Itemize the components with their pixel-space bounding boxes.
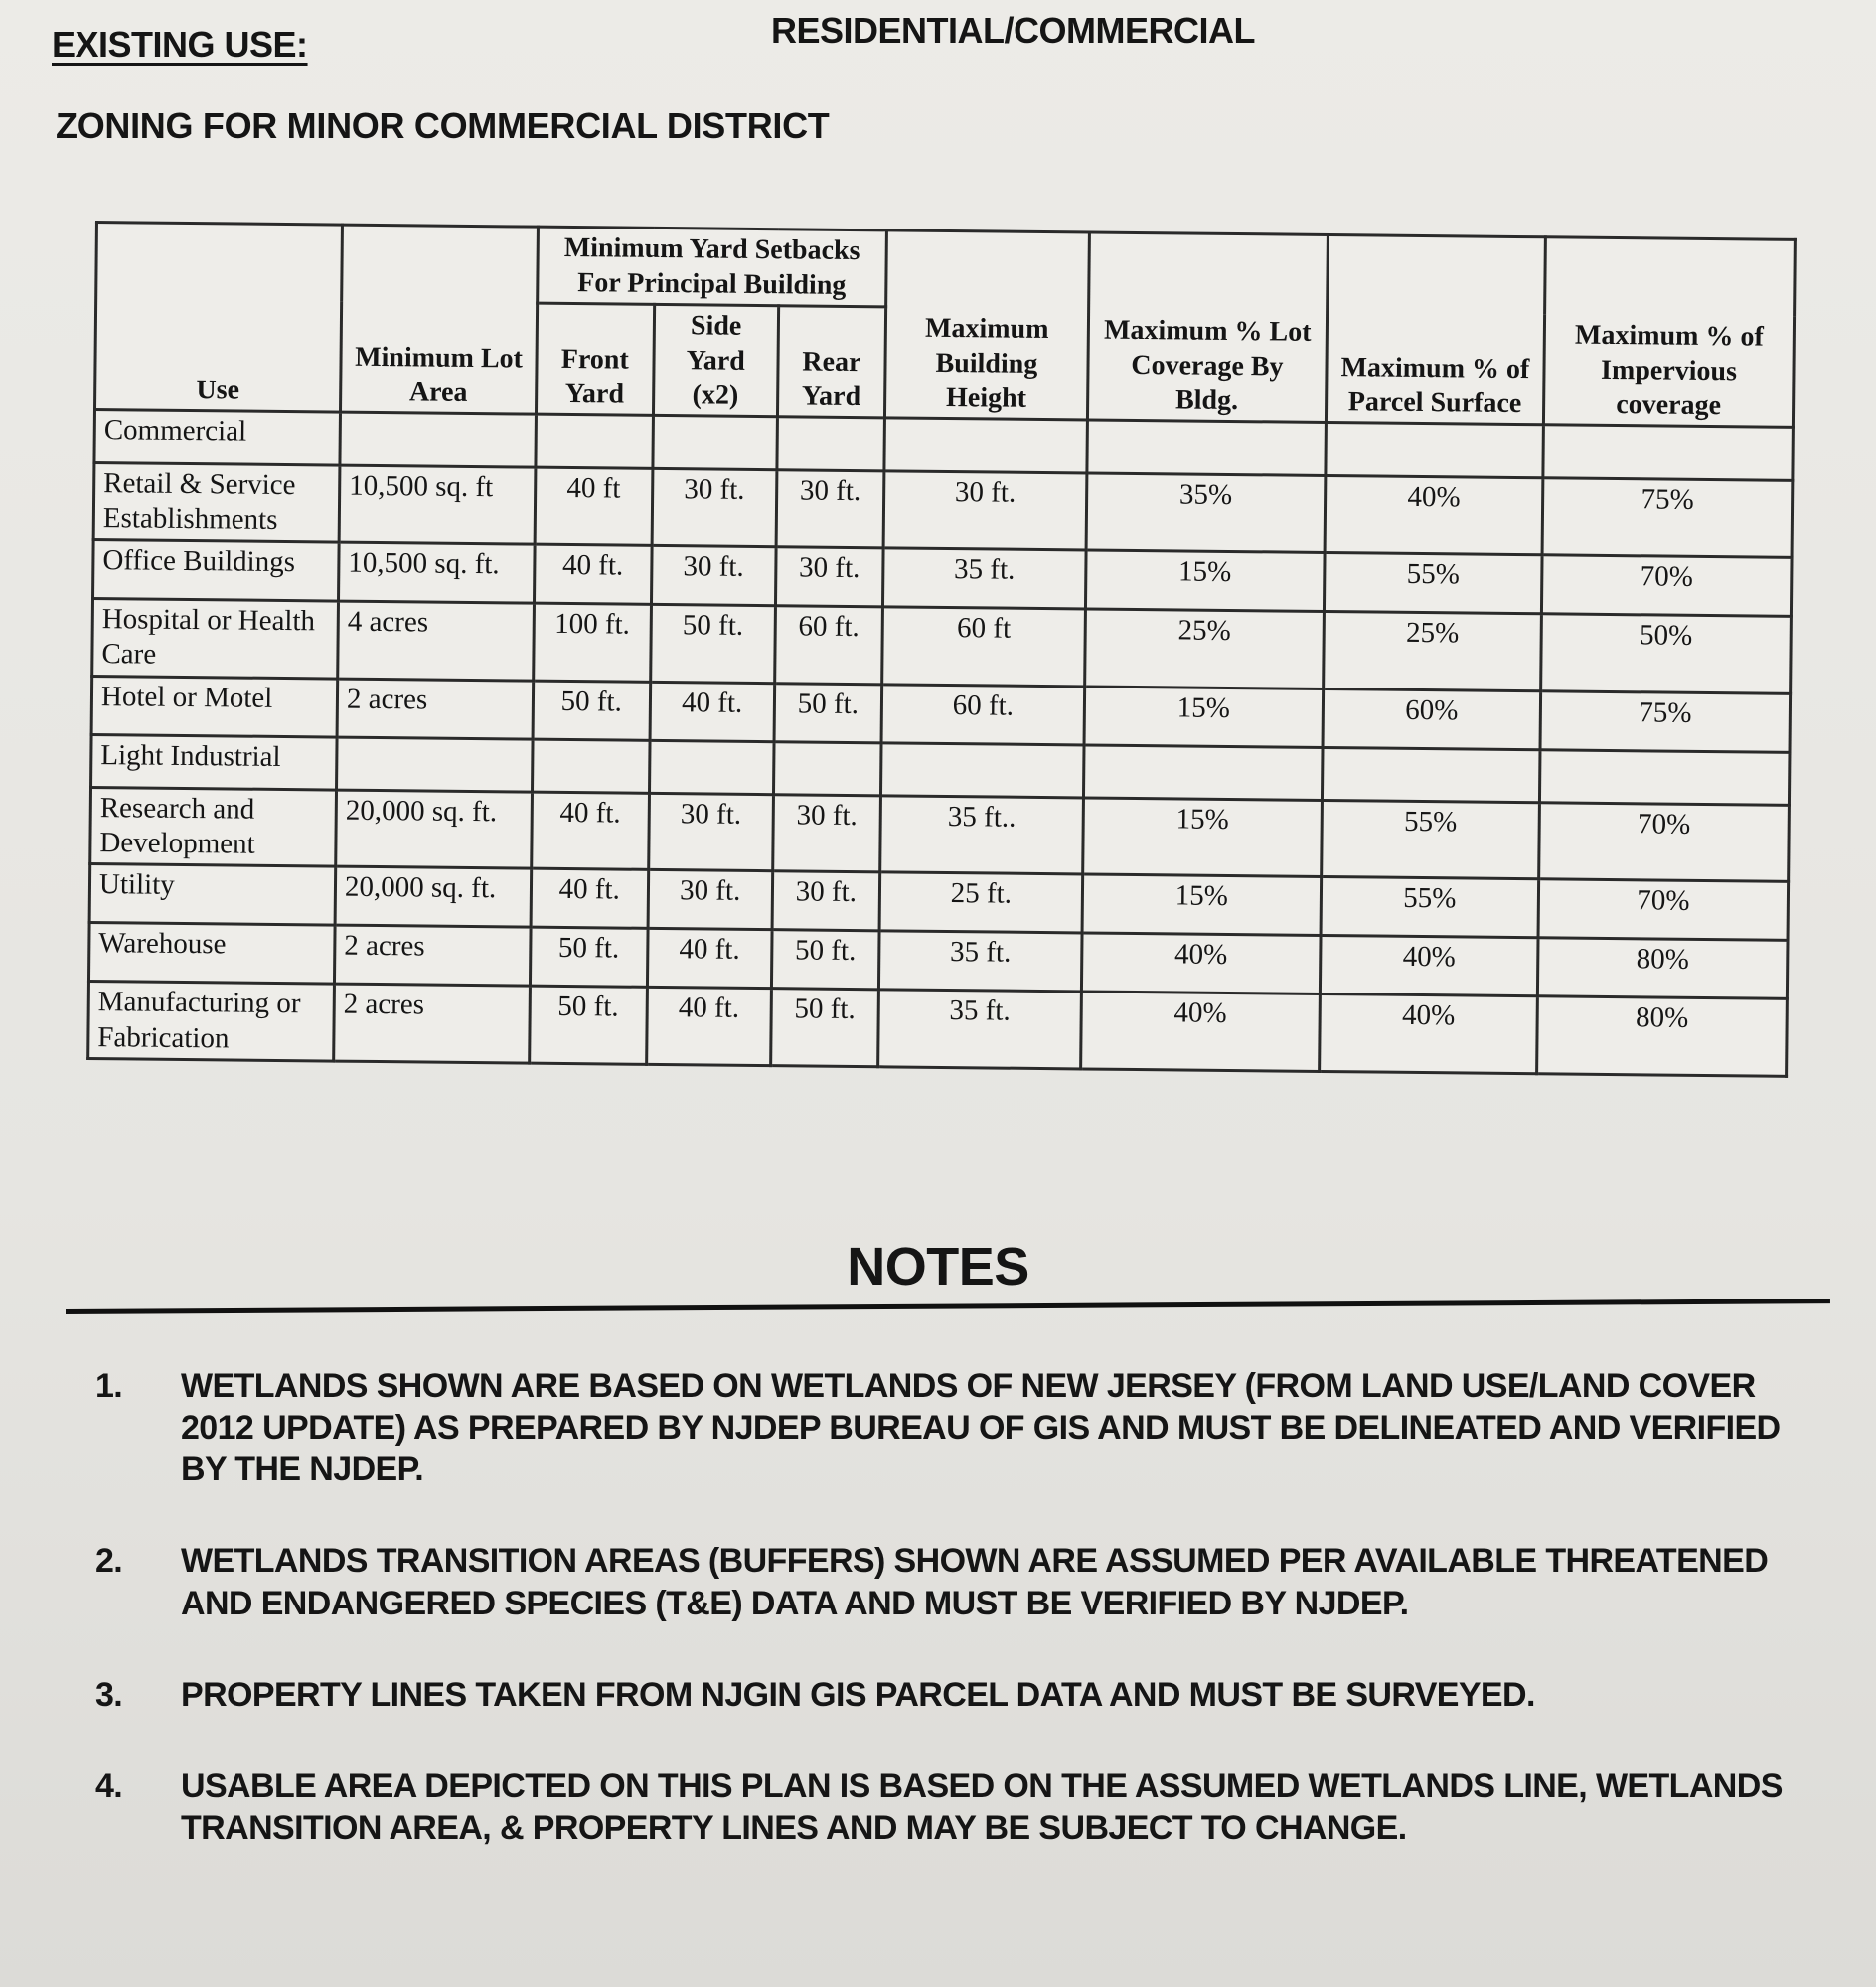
cell-side-yard: 50 ft. — [650, 604, 775, 683]
cell-max-height: 60 ft — [881, 607, 1085, 687]
cell-max-lot-coverage: 35% — [1086, 473, 1326, 552]
cell-rear-yard: 60 ft. — [775, 605, 883, 684]
cell-max-parcel-surface: 25% — [1323, 611, 1541, 690]
cell-max-impervious — [1543, 425, 1794, 481]
cell-max-impervious: 70% — [1539, 802, 1790, 881]
cell-rear-yard: 50 ft. — [771, 930, 879, 990]
cell-min-lot-area: 20,000 sq. ft. — [336, 790, 533, 869]
cell-max-parcel-surface: 55% — [1321, 800, 1539, 879]
cell-min-lot-area: 2 acres — [337, 679, 534, 739]
cell-min-lot-area: 2 acres — [334, 984, 531, 1063]
header-use: Use — [95, 223, 343, 413]
cell-max-parcel-surface: 55% — [1321, 877, 1539, 938]
cell-max-parcel-surface: 55% — [1324, 552, 1542, 613]
header-row-top — [96, 223, 1796, 317]
header-max-height: Maximum Building Height — [884, 230, 1089, 420]
note-number: 3. — [95, 1675, 123, 1714]
cell-max-height: 30 ft. — [883, 471, 1087, 550]
header-setbacks-group: Minimum Yard Setbacks For Principal Building — [538, 227, 887, 307]
cell-max-parcel-surface: 40% — [1325, 475, 1543, 554]
cell-max-lot-coverage: 40% — [1081, 933, 1321, 994]
cell-rear-yard — [773, 741, 880, 795]
note-text: USABLE AREA DEPICTED ON THIS PLAN IS BASED ON THE ASSUMED WETLANDS LINE, WETLANDS TRANSITION AREA, & PROPERTY LINES AND MAY BE SUBJECT TO CHANGE. — [181, 1766, 1783, 1848]
note-number: 4. — [95, 1766, 123, 1805]
note-item — [95, 1674, 1824, 1716]
cell-max-lot-coverage: 15% — [1082, 874, 1322, 936]
cell-max-height: 35 ft.. — [880, 795, 1084, 874]
cell-rear-yard: 30 ft. — [776, 470, 884, 548]
cell-side-yard: 30 ft. — [652, 468, 777, 546]
cell-max-lot-coverage — [1083, 744, 1322, 800]
cell-front-yard: 50 ft. — [530, 986, 647, 1064]
cell-rear-yard: 30 ft. — [775, 546, 883, 606]
cell-max-height — [884, 418, 1088, 473]
header-front-yard: Front Yard — [536, 303, 654, 415]
note-item — [95, 1365, 1824, 1490]
note-item — [95, 1765, 1824, 1849]
zoning-title: ZONING FOR MINOR COMMERCIAL DISTRICT — [56, 105, 830, 146]
cell-min-lot-area: 4 acres — [338, 601, 535, 681]
cell-max-lot-coverage: 25% — [1085, 609, 1325, 688]
cell-use: Office Buildings — [93, 539, 340, 601]
cell-front-yard — [533, 739, 650, 793]
header-max-lot-coverage: Maximum % Lot Coverage By Bldg. — [1087, 232, 1328, 423]
cell-front-yard: 50 ft. — [530, 927, 647, 987]
cell-rear-yard: 30 ft. — [772, 871, 880, 931]
cell-side-yard: 30 ft. — [648, 793, 773, 871]
cell-use: Hospital or Health Care — [92, 598, 339, 678]
cell-max-lot-coverage: 15% — [1084, 686, 1324, 747]
header-side-yard: Side Yard (x2) — [653, 304, 779, 416]
cell-max-impervious: 70% — [1541, 555, 1792, 617]
cell-rear-yard: 50 ft. — [771, 989, 879, 1067]
cell-front-yard: 40 ft. — [534, 544, 651, 604]
note-text: WETLANDS TRANSITION AREAS (BUFFERS) SHOWN ARE ASSUMED PER AVAILABLE THREATENED AND ENDANGERED SPECIES (T&E) DATA AND MUST BE VERIFIED BY NJDEP. — [181, 1542, 1769, 1622]
cell-max-impervious: 50% — [1541, 614, 1792, 693]
cell-max-parcel-surface: 40% — [1320, 936, 1538, 996]
zoning-table-body — [88, 410, 1794, 1077]
cell-use: Research and Development — [90, 787, 337, 866]
cell-use: Warehouse — [88, 923, 335, 985]
cell-max-height: 35 ft. — [878, 931, 1082, 992]
cell-use: Hotel or Motel — [91, 676, 338, 737]
cell-front-yard: 100 ft. — [534, 603, 651, 682]
cell-min-lot-area: 10,500 sq. ft. — [339, 542, 536, 603]
header-min-lot-area: Minimum Lot Area — [340, 225, 538, 414]
cell-rear-yard: 50 ft. — [774, 683, 882, 742]
cell-side-yard — [652, 415, 777, 469]
header-max-impervious: Maximum % of Impervious coverage — [1543, 237, 1795, 428]
cell-max-impervious: 75% — [1542, 478, 1793, 557]
cell-min-lot-area — [340, 412, 537, 467]
cell-side-yard — [649, 740, 774, 794]
cell-rear-yard — [777, 417, 884, 471]
cell-max-lot-coverage — [1087, 420, 1326, 476]
notes-list — [95, 1365, 1824, 1899]
note-item — [95, 1540, 1824, 1623]
cell-max-lot-coverage: 15% — [1085, 550, 1325, 612]
note-text: WETLANDS SHOWN ARE BASED ON WETLANDS OF NEW JERSEY (FROM LAND USE/LAND COVER 2012 UPDATE) AS PREPARED BY NJDEP BUREAU OF GIS AND MUST BE DELINEATED AND VERIFIED BY THE NJDEP. — [181, 1367, 1781, 1489]
cell-use: Retail & Service Establishments — [93, 463, 340, 542]
cell-min-lot-area: 2 acres — [334, 925, 531, 986]
cell-max-lot-coverage: 15% — [1083, 797, 1323, 876]
cell-front-yard: 40 ft. — [532, 792, 649, 870]
cell-side-yard: 40 ft. — [650, 682, 775, 741]
cell-side-yard: 40 ft. — [647, 929, 772, 989]
cell-use: Manufacturing or Fabrication — [88, 982, 335, 1061]
zoning-table-head — [95, 223, 1796, 428]
notes-divider — [66, 1299, 1830, 1314]
cell-max-height: 60 ft. — [881, 684, 1085, 744]
cell-min-lot-area: 10,500 sq. ft — [339, 465, 536, 544]
cell-side-yard: 40 ft. — [646, 988, 771, 1066]
cell-rear-yard: 30 ft. — [773, 794, 881, 872]
cell-max-impervious: 70% — [1538, 879, 1789, 941]
cell-min-lot-area — [337, 737, 534, 792]
cell-front-yard: 40 ft — [535, 467, 652, 545]
cell-max-parcel-surface — [1322, 747, 1540, 802]
cell-max-lot-coverage: 40% — [1081, 992, 1321, 1071]
header-rear-yard: Rear Yard — [777, 306, 885, 418]
cell-max-height: 35 ft. — [877, 990, 1081, 1069]
cell-max-impervious: 75% — [1540, 690, 1791, 752]
cell-max-height — [880, 742, 1084, 797]
cell-max-impervious — [1539, 749, 1790, 805]
cell-side-yard: 30 ft. — [651, 545, 776, 605]
note-number: 2. — [95, 1542, 123, 1581]
cell-front-yard — [536, 414, 653, 468]
cell-min-lot-area: 20,000 sq. ft. — [335, 866, 532, 927]
table-row — [88, 982, 1788, 1077]
existing-use-label: EXISTING USE: — [52, 24, 308, 65]
zoning-table — [86, 221, 1797, 1078]
note-text: PROPERTY LINES TAKEN FROM NJGIN GIS PARCEL DATA AND MUST BE SURVEYED. — [181, 1675, 1535, 1714]
cell-max-impervious: 80% — [1537, 996, 1788, 1076]
cell-max-parcel-surface: 40% — [1319, 994, 1537, 1074]
cell-use: Utility — [89, 864, 336, 926]
cell-max-parcel-surface — [1326, 422, 1544, 477]
cell-use: Commercial — [94, 410, 341, 466]
cell-max-impervious: 80% — [1537, 938, 1788, 999]
header-max-parcel-surface: Maximum % of Parcel Surface — [1326, 234, 1545, 424]
cell-max-height: 35 ft. — [882, 548, 1086, 609]
cell-side-yard: 30 ft. — [648, 870, 773, 930]
cell-use: Light Industrial — [91, 734, 338, 790]
existing-use-value: RESIDENTIAL/COMMERCIAL — [771, 10, 1255, 51]
notes-title: NOTES — [847, 1237, 1029, 1297]
cell-max-parcel-surface: 60% — [1323, 688, 1541, 749]
cell-front-yard: 50 ft. — [533, 681, 650, 740]
note-number: 1. — [95, 1367, 123, 1405]
cell-front-yard: 40 ft. — [531, 868, 648, 928]
cell-max-height: 25 ft. — [879, 872, 1083, 933]
